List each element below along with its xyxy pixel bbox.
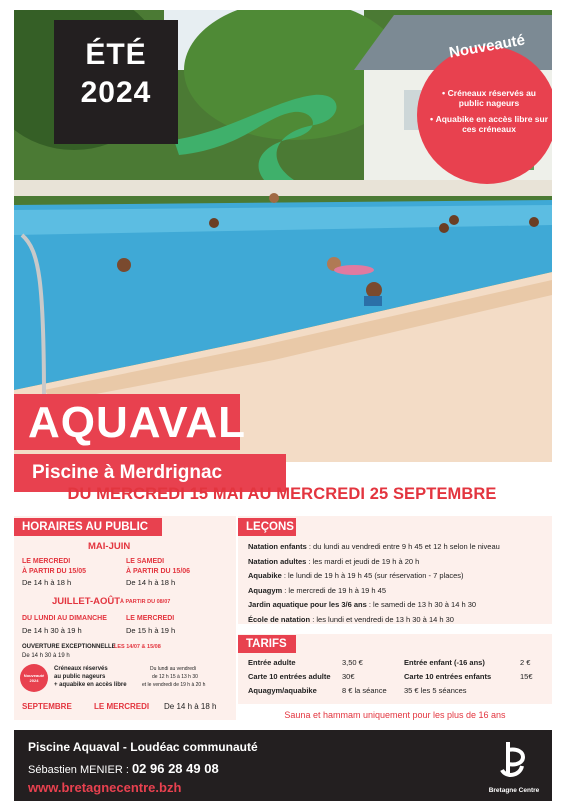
footer-venue: Piscine Aquaval - Loudéac communauté [28,740,258,754]
price-label: Aquagym/aquabike [248,686,317,695]
title-block [14,394,286,492]
footer [14,730,552,801]
price-value: 15€ [520,672,533,681]
exceptional-label: OUVERTURE EXCEPTIONNELLE [22,644,116,650]
price-value: 3,50 € [342,658,363,667]
page-subtitle: Piscine à Merdrignac [14,454,286,492]
price-value: 30€ [342,672,355,681]
price-value: 8 € la séance [342,686,387,695]
sept-time: De 14 h à 18 h [164,702,217,711]
wed-label: LE MERCREDI [22,558,71,565]
hours-panel [14,516,236,720]
bretagne-centre-logo [484,736,544,796]
new-feature-badge [417,31,552,184]
logo-icon [484,736,544,782]
wed2-label: LE MERCREDI [126,615,175,622]
reserved-when2: de 12 h 15 à 13 h 30 [152,674,198,680]
reserved-line3: + aquabike en accès libre [54,682,127,688]
prices-heading: TARIFS [238,635,296,653]
reserved-line2: au public nageurs [54,674,106,680]
new-feature-item: • Créneaux réservés au public nageurs [441,88,537,108]
sept-wed-label: LE MERCREDI [94,702,150,711]
reserved-when3: et le vendredi de 19 h à 20 h [142,682,206,688]
may-june-heading: MAI-JUIN [88,541,131,552]
sauna-note: Sauna et hammam uniquement pour les plus de 16 ans [284,710,506,720]
wed-from: À PARTIR DU 15/05 [22,568,87,575]
lesson-row: École de natation : les lundi et vendredi de 13 h 30 à 14 h 30 [248,614,454,624]
lesson-row: Natation adultes : les mardi et jeudi de 19 h à 20 h [248,556,420,566]
price-value: 2 € [520,658,531,667]
year-line1: ÉTÉ [85,38,147,71]
july-aug-from: À PARTIR DU 08/07 [120,599,171,605]
lessons-panel [238,516,552,624]
year-box [54,20,178,144]
new-feature-title: Nouveauté [447,31,527,62]
wed2-time: De 15 h à 19 h [126,626,176,635]
website-link[interactable]: www.bretagnecentre.bzh [28,780,182,795]
new-small-badge: Nouveauté 2024 [20,664,48,692]
sat-from: À PARTIR DU 15/06 [126,568,191,575]
season-dates: DU MERCREDI 15 MAI AU MERCREDI 25 SEPTEMBRE [67,485,497,503]
lesson-row: Aquagym : le mercredi de 19 h à 19 h 45 [248,585,386,595]
mon-sun-label: DU LUNDI AU DIMANCHE [22,615,107,622]
footer-contact [28,761,219,776]
september-label: SEPTEMBRE [22,702,72,711]
year-line2: 2024 [80,76,152,109]
hours-heading: HORAIRES AU PUBLIC [14,518,162,536]
price-label: Carte 10 entrées enfants [404,672,492,681]
logo-text: Bretagne Centre [488,787,540,794]
price-label: 35 € les 5 séances [404,686,467,695]
price-label: Carte 10 entrées adulte [248,672,331,681]
contact-name: Sébastien MENIER : [28,764,129,776]
bullet-icon: • [441,88,448,98]
reserved-line1: Créneaux réservés [54,666,108,672]
new-feature-list [429,88,549,140]
price-label: Entrée adulte [248,658,296,667]
lesson-row: Aquabike : le lundi de 19 h à 19 h 45 (sur réservation - 7 places) [248,571,464,580]
lesson-row: Natation enfants : du lundi au vendredi entre 9 h 45 et 12 h selon le niveau [248,542,500,551]
exceptional-dates: LES 14/07 & 15/08 [114,644,161,650]
lessons-heading: LEÇONS [238,518,296,536]
july-aug-heading: JUILLET-AOÛT [52,596,121,607]
reserved-when1: Du lundi au vendredi [150,666,196,672]
lesson-row: Jardin aquatique pour les 3/6 ans : le samedi de 13 h 30 à 14 h 30 [248,600,477,609]
sat-time: De 14 h à 18 h [126,578,176,587]
price-label: Entrée enfant (-16 ans) [404,658,485,667]
phone-number[interactable]: 02 96 28 49 08 [131,761,219,776]
page-title: AQUAVAL [14,394,240,450]
wed-time: De 14 h à 18 h [22,578,72,587]
lessons-list [248,540,500,627]
new-feature-item: • Aquabike en accès libre sur ces créneaux [429,114,549,134]
mon-sun-time: De 14 h 30 à 19 h [22,626,82,635]
exceptional-time: De 14 h 30 à 19 h [22,653,70,659]
prices-panel [238,634,552,704]
sat-label: LE SAMEDI [126,558,165,565]
bullet-icon: • [429,114,436,124]
